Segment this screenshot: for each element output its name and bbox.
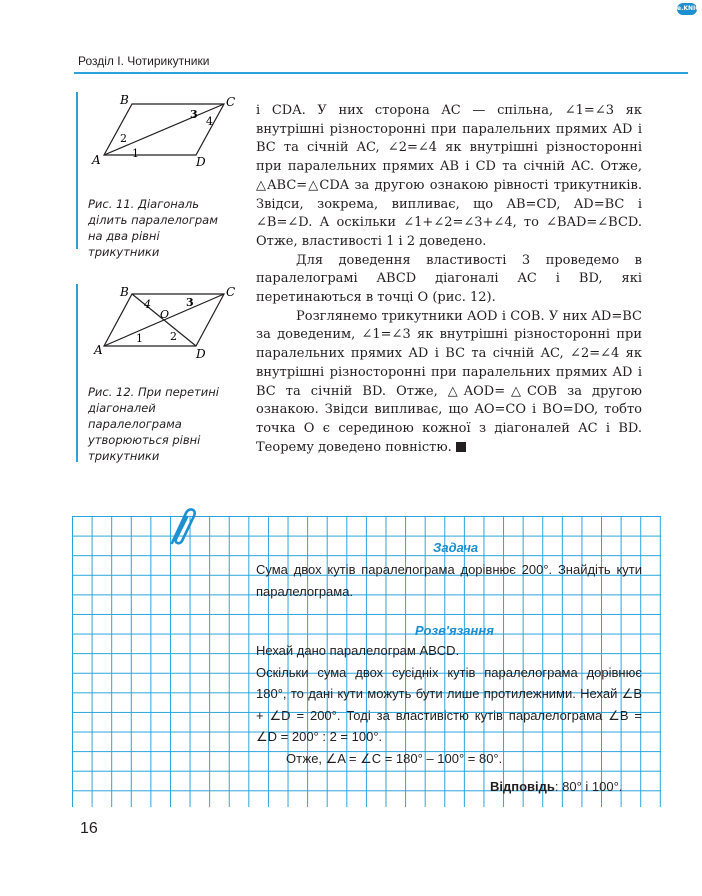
label-b: B (120, 93, 129, 107)
paperclip-icon (162, 505, 198, 547)
answer-label: Відповідь (490, 779, 555, 794)
solution-line: Оскільки сума двох сусідніх кутів паралелограма дорівнює 180°, то дані кути можуть бути лише протилежними. Нехай ∠B + ∠D = 200°. Тоді за властивістю кутів паралелограма ∠B = ∠D = 200° : 2 = 100°. (256, 664, 642, 744)
figure-11-caption: Рис. 11. Діагональ ділить паралелограм на два рівні трикутники (88, 197, 218, 259)
end-of-proof-icon (456, 442, 466, 452)
proof-text (256, 102, 642, 457)
label-b: B (120, 285, 129, 299)
paragraph: і CDA. У них сторона AC — спільна, ∠1=∠3 як внутрішні різносторонні при паралельних прямих AD і BC та січній AC, ∠2=∠4 як внутрішні різносторонні при паралельних прямих AB і CD та січній AC. Отже, △ABC=△CDA за другою ознакою рівності трикутників. Звідси, зокрема, випливає, що AB=CD, AD=BC і ∠B=∠D. А оскільки ∠1+∠2=∠3+∠4, то ∠BAD=∠BCD. Отже, властивості 1 і 2 доведено. (256, 103, 642, 249)
section-header: Розділ І. Чотирикутники (78, 54, 210, 68)
label-c: C (226, 95, 236, 109)
header-divider (74, 72, 688, 74)
figure-11 (76, 92, 236, 259)
solution-title: Розв'язання (415, 623, 494, 638)
figure-12 (76, 284, 236, 463)
parallelogram-diagram-12 (84, 284, 234, 360)
solution-line: Отже, ∠A = ∠C = 180° – 100° = 80°. (286, 750, 503, 766)
paragraph (256, 308, 642, 458)
label-c: C (226, 285, 236, 299)
publisher-logo[interactable]: e.KNIGI (677, 3, 697, 15)
label-o: O (160, 308, 170, 321)
paragraph: Для доведення властивості 3 проведемо в паралелограмі ABCD діагоналі AC і BD, які перетинаються в точці O (рис. 12). (256, 252, 642, 306)
label-a: A (92, 153, 101, 167)
angle-4: 4 (144, 298, 151, 311)
paragraph-text: Розглянемо трикутники AOD і COB. У них AD=BC за доведеним, ∠1=∠3 як внутрішні різносторонні при паралельних прямих AD і BC та січній AC, ∠2=∠4 як внутрішні різносторонні при паралельних прямих AD і BC та січній BD. Отже, △AOD=△COB за другою ознакою. Звідси випливає, що AO=CO і BO=DO, тобто точка O є серединою кожної з діагоналей AC і BD. Теорему доведено повністю. (256, 308, 642, 455)
angle-3: 3 (186, 296, 194, 309)
label-d: D (196, 347, 206, 361)
angle-1: 1 (136, 332, 143, 345)
angle-4: 4 (206, 115, 213, 128)
parallelogram-diagram-11 (84, 92, 234, 168)
label-d: D (196, 155, 206, 169)
angle-3: 3 (190, 108, 198, 121)
answer (490, 779, 622, 794)
figure-12-caption: Рис. 12. При перетині діагоналей паралелограма утворюються рівні трикутники (88, 385, 219, 463)
angle-2: 2 (170, 330, 177, 343)
page-number: 16 (80, 820, 98, 837)
angle-1: 1 (132, 147, 139, 160)
solution-line: Нехай дано паралелограм ABCD. (256, 643, 460, 658)
angle-2: 2 (120, 132, 127, 145)
task-statement: Сума двох кутів паралелограма дорівнює 200°. Знайдіть кути паралелограма. (256, 562, 642, 599)
answer-value: : 80° і 100°. (554, 779, 623, 794)
label-a: A (94, 343, 103, 357)
solution-text (256, 640, 642, 769)
task-title: Задача (433, 540, 479, 555)
